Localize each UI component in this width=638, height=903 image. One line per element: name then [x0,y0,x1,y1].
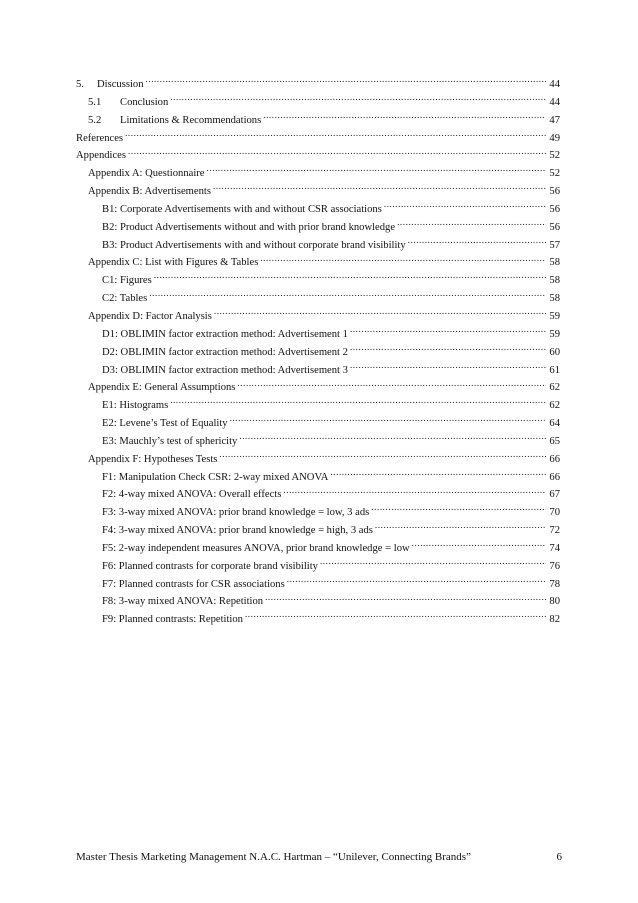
toc-entry-title: Appendices [76,150,127,162]
toc-entry-page: 56 [549,221,560,233]
page-number: 6 [556,851,562,863]
toc-entry-title: Appendix A: Questionnaire [88,168,205,180]
toc-entry-title: D2: OBLIMIN factor extraction method: Advertisement 2 [102,346,348,358]
toc-entry[interactable] [76,93,560,111]
toc-entry[interactable] [76,218,560,236]
toc-entry-page: 59 [549,328,560,340]
dot-leader [384,200,546,212]
toc-entry[interactable] [76,503,560,521]
toc-entry[interactable] [76,253,560,271]
toc-entry-title: F8: 3-way mixed ANOVA: Repetition [102,596,264,608]
toc-entry[interactable] [76,396,560,414]
toc-entry-title: C1: Figures [102,275,152,287]
toc-entry[interactable] [76,129,560,147]
toc-entry-page: 47 [549,114,560,126]
toc-entry-title: D1: OBLIMIN factor extraction method: Advertisement 1 [102,328,348,340]
dot-leader [263,111,546,123]
toc-entry-page: 62 [549,400,560,412]
toc-entry-page: 61 [549,364,560,376]
toc-entry[interactable] [76,236,560,254]
toc-entry-title: F4: 3-way mixed ANOVA: prior brand knowledge = high, 3 ads [102,525,373,537]
dot-leader [330,468,546,480]
toc-entry-title: Appendix E: General Assumptions [88,382,236,394]
toc-entry-page: 80 [549,596,560,608]
toc-entry[interactable] [76,146,560,164]
toc-entry[interactable] [76,271,560,289]
toc-entry-page: 60 [549,346,560,358]
dot-leader [149,289,546,301]
dot-leader [260,253,546,265]
toc-entry-page: 52 [549,168,560,180]
dot-leader [219,450,546,462]
dot-leader [125,129,546,141]
toc-entry-title: C2: Tables [102,293,148,305]
toc-entry-page: 76 [549,560,560,572]
dot-leader [408,236,546,248]
dot-leader [283,485,546,497]
toc-entry-page: 72 [549,525,560,537]
dot-leader [170,396,546,408]
toc-entry-page: 67 [549,489,560,501]
toc-entry[interactable] [76,111,560,129]
toc-entry[interactable] [76,575,560,593]
dot-leader [265,592,546,604]
dot-leader [350,325,546,337]
toc-entry[interactable] [76,343,560,361]
dot-leader [350,343,546,355]
toc-entry[interactable] [76,414,560,432]
dot-leader [213,182,546,194]
toc-entry-title: Limitations & Recommendations [120,114,262,126]
dot-leader [154,271,546,283]
toc-entry-page: 66 [549,453,560,465]
toc-entry-page: 44 [549,79,560,90]
dot-leader [412,539,546,551]
toc-entry-page: 74 [549,542,560,554]
toc-entry-number: 5.1 [88,96,102,108]
toc-entry-title: Appendix F: Hypotheses Tests [88,453,218,465]
toc-entry[interactable] [76,521,560,539]
toc-entry-page: 66 [549,471,560,483]
dot-leader [245,610,546,622]
toc-entry-page: 58 [549,275,560,287]
dot-leader [230,414,546,426]
table-of-contents [76,75,560,628]
page-footer [76,851,562,863]
toc-entry-title: Conclusion [120,96,169,108]
toc-entry-title: Discussion [97,79,144,90]
toc-entry-page: 49 [549,132,560,144]
toc-entry-title: E2: Levene’s Test of Equality [102,418,228,430]
toc-entry-title: E3: Mauchly’s test of sphericity [102,435,238,447]
footer-text: Master Thesis Marketing Management N.A.C. Hartman – “Unilever, Connecting Brands” [76,851,471,863]
toc-entry-title: B3: Product Advertisements with and without corporate brand visibility [102,239,406,251]
toc-entry-title: F9: Planned contrasts: Repetition [102,614,243,626]
toc-entry-page: 62 [549,382,560,394]
toc-entry-title: Appendix B: Advertisements [88,186,211,198]
dot-leader [397,218,546,230]
dot-leader [239,432,546,444]
dot-leader [371,503,546,515]
toc-entry-number: 5. [76,79,84,90]
toc-entry[interactable] [76,289,560,307]
toc-entry-page: 56 [549,203,560,215]
toc-entry[interactable] [76,592,560,610]
toc-entry-title: D3: OBLIMIN factor extraction method: Advertisement 3 [102,364,348,376]
dot-leader [214,307,546,319]
toc-entry-title: B2: Product Advertisements without and with prior brand knowledge [102,221,396,233]
toc-entry[interactable] [76,361,560,379]
toc-entry-page: 59 [549,310,560,322]
dot-leader [128,146,546,158]
toc-entry-title: B1: Corporate Advertisements with and without CSR associations [102,203,382,215]
toc-entry-page: 44 [549,96,560,108]
toc-entry[interactable] [76,557,560,575]
toc-entry-page: 78 [549,578,560,590]
toc-entry-page: 58 [549,293,560,305]
toc-entry-title: References [76,132,124,144]
toc-entry[interactable] [76,378,560,396]
toc-entry-page: 52 [549,150,560,162]
toc-entry-title: E1: Histograms [102,400,169,412]
dot-leader [350,361,546,373]
dot-leader [146,75,547,87]
toc-entry[interactable] [76,485,560,503]
toc-entry-page: 70 [549,507,560,519]
toc-entry[interactable] [76,200,560,218]
toc-entry-page: 58 [549,257,560,269]
toc-entry-page: 82 [549,614,560,626]
toc-entry-title: F2: 4-way mixed ANOVA: Overall effects [102,489,282,501]
toc-entry-title: F3: 3-way mixed ANOVA: prior brand knowledge = low, 3 ads [102,507,370,519]
toc-entry[interactable] [76,432,560,450]
toc-entry[interactable] [76,450,560,468]
dot-leader [320,557,546,569]
toc-entry[interactable] [76,325,560,343]
toc-entry[interactable] [76,182,560,200]
toc-entry-title: F5: 2-way independent measures ANOVA, prior brand knowledge = low [102,542,410,554]
toc-entry-title: F6: Planned contrasts for corporate brand visibility [102,560,318,572]
toc-entry-title: F7: Planned contrasts for CSR associations [102,578,285,590]
toc-entry[interactable] [76,75,560,93]
toc-entry[interactable] [76,164,560,182]
toc-entry[interactable] [76,610,560,628]
toc-entry-title: Appendix D: Factor Analysis [88,310,212,322]
toc-entry[interactable] [76,468,560,486]
toc-entry-page: 65 [549,435,560,447]
toc-entry-title: F1: Manipulation Check CSR: 2-way mixed ANOVA [102,471,329,483]
toc-entry-page: 64 [549,418,560,430]
toc-entry-title: Appendix C: List with Figures & Tables [88,257,259,269]
toc-entry-page: 56 [549,186,560,198]
dot-leader [170,93,546,105]
dot-leader [375,521,546,533]
toc-entry-number: 5.2 [88,114,102,126]
dot-leader [287,575,546,587]
toc-entry-page: 57 [549,239,560,251]
toc-entry[interactable] [76,539,560,557]
dot-leader [207,164,546,176]
dot-leader [237,378,546,390]
toc-entry[interactable] [76,307,560,325]
